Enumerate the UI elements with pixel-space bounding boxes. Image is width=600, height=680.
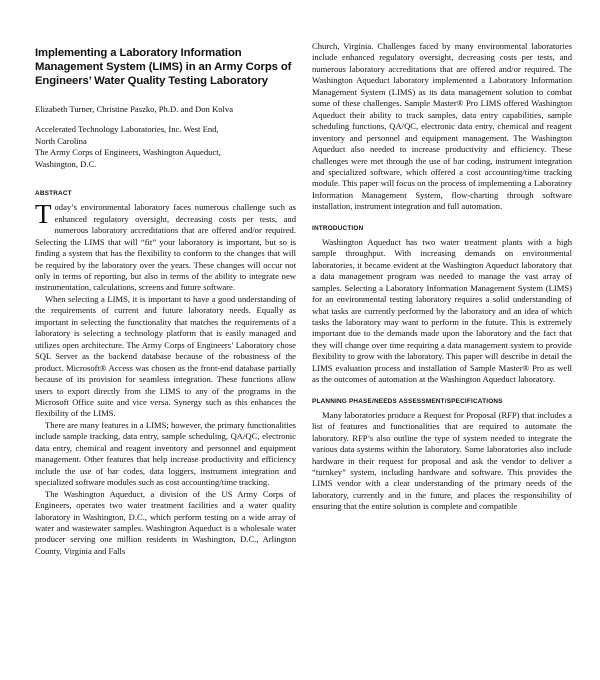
abstract-body: [35, 199, 296, 557]
affiliation-line: The Army Corps of Engineers, Washington Aqueduct,: [35, 147, 221, 158]
right-column: [312, 41, 572, 513]
authors: Elizabeth Turner, Christine Paszko, Ph.D. and Don Kolva: [35, 104, 234, 114]
abstract-paragraph-text: oday’s environmental laboratory faces numerous challenge such as enhanced regulatory oversight, decreasing costs per tests, and numerous laboratory accreditations that are offered and/or required. Selecting the LIMS that will “fit” your laboratory is important, but so is finding a system that has the flexibility to conform to the changes that will be required by the laboratory over the years. These changes will occur not only in terms of reporting, but also in terms of the ability to integrate new instrumentation, calculations, screens and future software.: [35, 202, 296, 293]
planning-heading: PLANNING PHASE/NEEDS ASSESSMENT/SPECIFICATIONS: [312, 397, 503, 405]
right-body: [312, 41, 572, 213]
introduction-body: [312, 237, 572, 386]
paper-title: Implementing a Laboratory Information Management System (LIMS) in an Army Corps of Engineers’ Water Quality Testing Laboratory: [35, 47, 292, 87]
planning-body: [312, 410, 572, 513]
abstract-paragraph: There are many features in a LIMS; however, the primary functionalities include sample tracking, data entry, sample scheduling, QA/QC, electronic data entry, chemical and reagent inventory and personnel and equipment management. Other features that help increase productivity and efficiency include the use of bar codes, data loggers, instrument integration and specialized software modules such as cost accounting/time tracking.: [35, 419, 296, 488]
left-column: [35, 46, 296, 557]
affiliation-line: North Carolina: [35, 135, 87, 146]
affiliation-line: Washington, D.C.: [35, 158, 97, 169]
abstract-paragraph: The Washington Aqueduct, a division of the US Army Corps of Engineers, operates two water treatment facilities and a water quality laboratory in Washington, D.C., which perform testing on a wide array of water and wastewater samples. Washington Aqueduct is a wholesale water producer serving one million residents in Washington, D.C., Arlington County, Virginia and Falls: [35, 488, 296, 556]
body-paragraph: Many laboratories produce a Request for Proposal (RFP) that includes a list of features and functionalities that are required to automate the laboratory. RFP’s also outline the type of system needed to integrate the various data systems within the laboratory. Some laboratories also include hardware in their request for proposal and ask the vendor to deliver a “turnkey” system, including hardware and software. This provides the LIMS vendor with a clear understanding of the primary needs of the laboratory, currently and in the future, and places the responsibility of ensuring that the entire solution is complete and compatible: [312, 409, 572, 512]
body-paragraph: Washington Aqueduct has two water treatment plants with a high sample throughput. With increasing demands on environmental laboratories, it became evident at the Washington Aqueduct laboratory that a data management program was needed to manage the vast array of samples. Selecting a Laboratory Information Management System (LIMS) for an environmental testing laboratory requires a solid understanding of what tasks are currently performed by the laboratory and an idea of which tasks the laboratory may want to perform in the future. This is extremely important due to the demands made upon the laboratory and the fact that they will change over time requiring a data management system to provide flexibility to grow with the laboratory. This paper will describe in detail the LIMS evaluation process and installation of Sample Master® Pro as well as the outcomes of automation at the Washington Aqueduct laboratory.: [312, 236, 572, 385]
abstract-heading: ABSTRACT: [35, 190, 72, 198]
affiliation-line: Accelerated Technology Laboratories, Inc. West End,: [35, 124, 219, 135]
affiliation: [35, 124, 296, 170]
introduction-section: [312, 225, 572, 386]
abstract-paragraph: [35, 199, 296, 294]
planning-section: [312, 398, 572, 513]
introduction-heading: INTRODUCTION: [312, 224, 364, 232]
drop-cap: T: [35, 199, 52, 230]
abstract-paragraph: When selecting a LIMS, it is important to have a good understanding of the requirements of current and future laboratory needs. Equally as important in selecting the functionality that matches the requirements of a laboratory is selecting a technology platform that is easily managed and utilizes open architecture. The Army Corps of Engineers’ Laboratory chose SQL Server as the backend database because of the robustness of the product. Microsoft® Access was chosen as the front-end database partially because of its provision for seamless integration. These functions allow users to export directly from the LIMS to any of the programs in the Microsoft Office suite and vice versa. Synergy such as this enhances the flexibility of the LIMS.: [35, 293, 296, 419]
body-paragraph: Church, Virginia. Challenges faced by many environmental laboratories include enhanced regulatory oversight, decreasing costs per tests, and numerous laboratory accreditations that are offered and/or required. The Washington Aqueduct laboratory implemented a Laboratory Information Management System (LIMS) as its data management solution to combat some of these challenges. Sample Master® Pro LIMS offered Washington Aqueduct their ability to track samples, data entry capabilities, sample scheduling functions, QA/QC, electronic data entry, chemical and reagent inventory and personnel and equipment management. The Washington Aqueduct also needed to increase productivity and efficiency. These challenges were met through the use of bar coding, instrument integration and specialized software, which offered a cost accounting/time tracking module. This paper will focus on the process of implementing a Laboratory Information Management System, flow-charting through software installation, instrument integration and full automation.: [312, 41, 572, 212]
